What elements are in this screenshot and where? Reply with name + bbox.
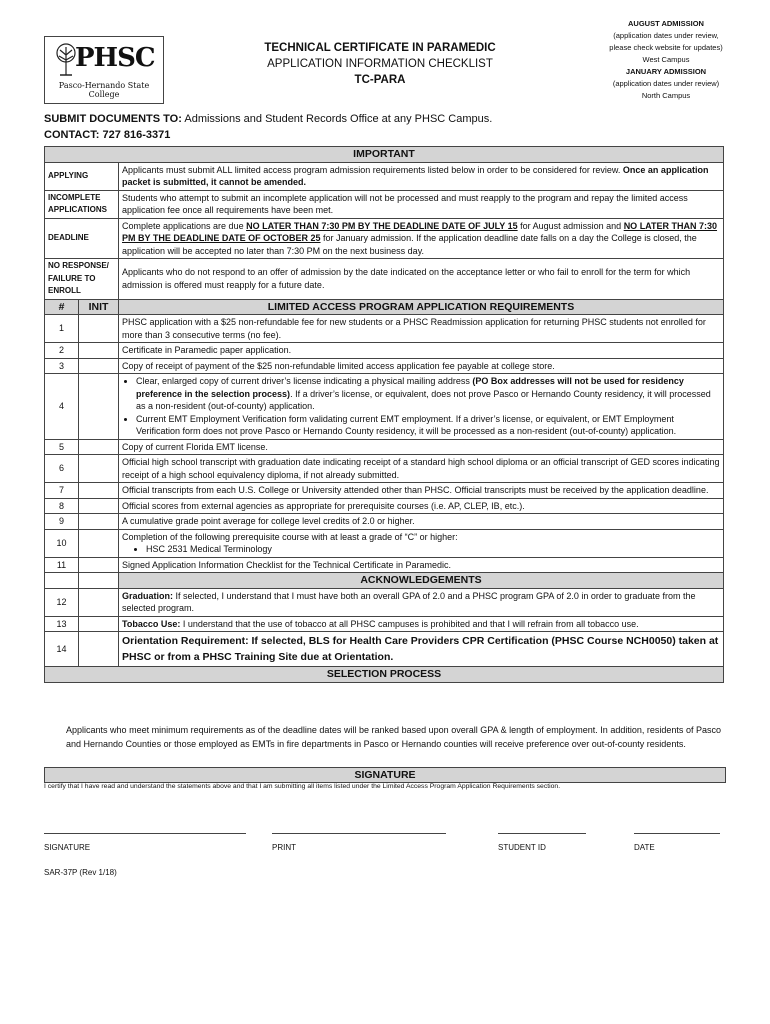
signature-header: SIGNATURE <box>44 767 726 783</box>
table-row: 11 Signed Application Information Checklist for the Technical Certificate in Paramedic. <box>45 557 724 573</box>
init-field[interactable] <box>79 632 119 667</box>
init-field[interactable] <box>79 588 119 616</box>
jan-admission-title: JANUARY ADMISSION <box>625 67 707 76</box>
selection-header: SELECTION PROCESS <box>45 667 724 683</box>
contact-label: CONTACT: <box>44 129 100 141</box>
contact-phone: 727 816-3371 <box>102 129 171 141</box>
table-row: 1 PHSC application with a $25 non-refundable fee for new students or a PHSC Readmission application for returning PHSC students not enrolled for more than 3 consecutive terms (no fee). <box>45 315 724 343</box>
applying-text: Applicants must submit ALL limited access program admission requirements listed below in order to be considered for review. <box>122 164 621 175</box>
important-row <box>45 190 724 218</box>
init-field[interactable] <box>79 498 119 514</box>
init-field[interactable] <box>79 374 119 440</box>
init-field[interactable] <box>79 455 119 483</box>
init-field[interactable] <box>79 529 119 557</box>
init-field[interactable] <box>79 616 119 632</box>
init-field[interactable] <box>79 483 119 499</box>
title-line1: TECHNICAL CERTIFICATE IN PARAMEDIC <box>264 42 496 54</box>
important-row <box>45 259 724 300</box>
important-row <box>45 218 724 259</box>
admission-info <box>566 18 766 102</box>
date-label: DATE <box>634 843 655 852</box>
table-row: 6 Official high school transcript with graduation date indicating receipt of a standard high school diploma or an official transcript of GED scores indicating receipt of a high school equivalency diploma, if not already submitted. <box>45 455 724 483</box>
init-field[interactable] <box>79 514 119 530</box>
selection-text: Applicants who meet minimum requirements as of the deadline dates will be ranked based upon overall GPA & length of employment. In addition, residents of Pasco and Hernando Counties or those employed as EMTs in fire departments in Pasco or Hernando counties will receive preference over out-of-county residents. <box>66 725 721 749</box>
init-field[interactable] <box>79 557 119 573</box>
init-field[interactable] <box>79 358 119 374</box>
list-item: • Clear, enlarged copy of current driver’s license indicating a physical mailing address (PO Box addresses will not be used for residency preference in the selection process). If a driver’s license, or equivalent, does not prove Pasco or Hernando County residency, it will processed as a non-resident (out-of-county) application. <box>136 375 720 413</box>
logo-brand: PHSC <box>75 43 155 73</box>
signature-line[interactable] <box>44 833 246 834</box>
init-field[interactable] <box>79 439 119 455</box>
table-row: 3 Copy of receipt of payment of the $25 non-refundable limited access application fee payable at college store. <box>45 358 724 374</box>
table-row: 7 Official transcripts from each U.S. College or University attended other than PHSC. Official transcripts must be received by the application deadline. <box>45 483 724 499</box>
form-title <box>250 40 510 88</box>
date-line[interactable] <box>634 833 720 834</box>
important-row <box>45 162 724 190</box>
signature-label: SIGNATURE <box>44 843 91 852</box>
aug-note-1: (application dates under review, <box>613 31 719 40</box>
col-init-header: INIT <box>79 299 119 315</box>
list-item: • HSC 2531 Medical Terminology <box>146 543 720 556</box>
checklist-table <box>44 146 724 683</box>
table-row: 14 Orientation Requirement: If selected, BLS for Health Care Providers CPR Certification (PHSC Course NCH0050) taken at PHSC or from a PHSC Training Site due at Orientation. <box>45 632 724 667</box>
submit-label: SUBMIT DOCUMENTS TO: <box>44 113 182 125</box>
list-item: • Current EMT Employment Verification form validating current EMT employment. If a driver’s license, or equivalent, or EMT Employment Verification form does not prove Pasco or Hernando County residency, it will be processed as a non-resident (out-of-county) application. <box>136 413 720 438</box>
submit-info <box>44 111 492 143</box>
acknowledgements-header: ACKNOWLEDGEMENTS <box>119 573 724 589</box>
important-header: IMPORTANT <box>45 147 724 163</box>
table-row: 12 Graduation: If selected, I understand that I must have both an overall GPA of 2.0 and a PHSC program GPA of 2.0 in order to graduate from the selected program. <box>45 588 724 616</box>
incomplete-label: INCOMPLETE APPLICATIONS <box>45 190 119 218</box>
title-line3: TC-PARA <box>354 74 406 86</box>
table-row: 2 Certificate in Paramedic paper application. <box>45 343 724 359</box>
applying-bold: Once an application packet is submitted, it cannot be amended. <box>122 164 709 187</box>
aug-admission-title: AUGUST ADMISSION <box>628 19 704 28</box>
deadline-text: Complete applications are due NO LATER THAN 7:30 PM BY THE DEADLINE DATE OF JULY 15 for August admission and NO LATER THAN 7:30 PM BY THE DEADLINE DATE OF OCTOBER 25 for January admission. If the application deadline date falls on a day the College is closed, the application will be accepted no later than 7:30 PM on the next business day. <box>119 218 724 259</box>
table-row: 13 Tobacco Use: I understand that the use of tobacco at all PHSC campuses is prohibited and that I will refrain from all tobacco use. <box>45 616 724 632</box>
logo-college: Pasco-Hernando State College <box>58 81 150 99</box>
print-line[interactable] <box>272 833 446 834</box>
table-row: 4 • Clear, enlarged copy of current driver’s license indicating a physical mailing address (PO Box addresses will not be used for residency preference in the selection process). If a driver’s license, or equivalent, does not prove Pasco or Hernando County residency, it will processed as a non-resident (out-of-county) application. • Current EMT Employment Verification form validating current EMT employment. If a driver’s license, or equivalent, or EMT Employment Verification form does not prove Pasco or Hernando County residency, it will be processed as a non-resident (out-of-county) application. <box>45 374 724 440</box>
init-field[interactable] <box>79 343 119 359</box>
jan-campus: North Campus <box>641 91 691 100</box>
applying-label: APPLYING <box>45 162 119 190</box>
requirements-header: LIMITED ACCESS PROGRAM APPLICATION REQUIREMENTS <box>119 299 724 315</box>
jan-note-1: (application dates under review) <box>612 79 720 88</box>
submit-text: Admissions and Student Records Office at any PHSC Campus. <box>184 113 493 125</box>
student-id-label: STUDENT ID <box>498 843 546 852</box>
no-response-text: Applicants who do not respond to an offer of admission by the date indicated on the acceptance letter or who fail to enroll for the term for which admission is offered must reapply for a future date. <box>119 259 724 300</box>
table-row: 8 Official scores from external agencies as appropriate for prerequisite courses (i.e. AP, CLEP, IB, etc.). <box>45 498 724 514</box>
incomplete-text: Students who attempt to submit an incomplete application will not be processed and must reapply to the program and repay the limited access application fee once all requirements have been met. <box>119 190 724 218</box>
print-label: PRINT <box>272 843 296 852</box>
certify-statement: I certify that I have read and understand the statements above and that I am submitting all items listed under the Limited Access Program Application Requirements section. <box>44 783 561 790</box>
table-row: 9 A cumulative grade point average for college level credits of 2.0 or higher. <box>45 514 724 530</box>
no-response-label: NO RESPONSE/ FAILURE TO ENROLL <box>45 259 119 300</box>
table-row: 5 Copy of current Florida EMT license. <box>45 439 724 455</box>
aug-campus: West Campus <box>642 55 690 64</box>
col-num-header: # <box>45 299 79 315</box>
table-row: 10 Completion of the following prerequisite course with at least a grade of “C” or higher: • HSC 2531 Medical Terminology <box>45 529 724 557</box>
aug-note-2: please check website for updates) <box>609 43 723 52</box>
title-line2: APPLICATION INFORMATION CHECKLIST <box>267 58 493 70</box>
phsc-logo <box>44 36 164 104</box>
form-revision: SAR-37P (Rev 1/18) <box>44 868 117 877</box>
deadline-label: DEADLINE <box>45 218 119 259</box>
init-field[interactable] <box>79 315 119 343</box>
student-id-line[interactable] <box>498 833 586 834</box>
